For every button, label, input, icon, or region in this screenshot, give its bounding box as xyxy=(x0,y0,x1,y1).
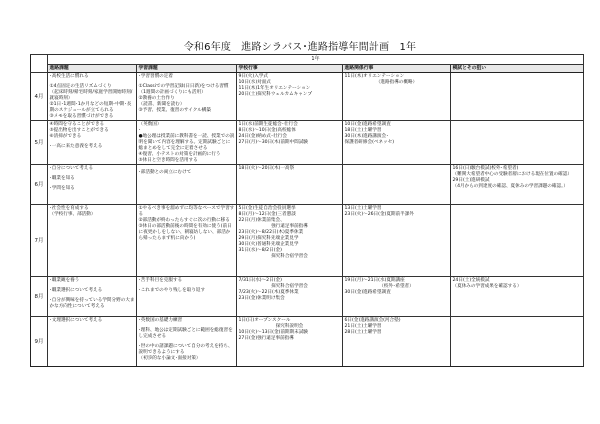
table-row xyxy=(31,165,584,205)
mock-exams-cell xyxy=(451,165,584,205)
cell-line: 22日(月)休業前集会、 xyxy=(238,217,285,223)
cell-line: 29日(土)進研模試 xyxy=(452,177,490,183)
cell-line: ･苦手科目を克服する xyxy=(138,277,183,283)
career-tasks-cell xyxy=(48,73,137,121)
study-tasks-cell xyxy=(137,277,237,317)
cell-line: 20日(土)探究科ウェルカムキャンプ xyxy=(238,91,313,97)
cell-line: ･世の中の諸課題について自分の考えを持ち、説明できるようにする xyxy=(138,343,233,355)
cell-line: 5日(金)生徒自治会役員選挙 xyxy=(238,205,296,211)
cell-line: ･これまでのやり残しを取り返す xyxy=(138,287,206,293)
cell-line: ･ xyxy=(138,127,141,133)
table-row xyxy=(31,205,584,277)
cell-line: （校外･希望者） xyxy=(379,283,414,289)
cell-line: ･自分について考える xyxy=(49,165,94,171)
month-label: 6月 xyxy=(31,165,48,205)
school-events-cell xyxy=(237,73,343,121)
month-label: 9月 xyxy=(31,317,48,367)
cell-line: 1日(日)オープンスクール xyxy=(238,317,291,323)
mock-exams-cell xyxy=(451,121,584,165)
month-label: 4月 xyxy=(31,73,48,121)
cell-line: ⑤提出物を出すことができる xyxy=(49,127,109,133)
cell-line: ･職業選択について考える xyxy=(49,287,103,293)
cell-line: 10日(金)進路希望調査 xyxy=(344,121,391,127)
cell-line: ②部活動が終わったらすぐに次の行動に移る xyxy=(138,217,230,223)
cell-line: 27日(金)強行遠足事前指導 xyxy=(238,335,294,341)
cell-line: 8日(水)～10日(金)高校総体 xyxy=(238,127,296,133)
cell-line: ③メモを取る習慣づけができる xyxy=(49,113,114,119)
cell-line: 1日(水)前期生徒総会･壮行会 xyxy=(238,121,298,127)
cell-line: （難関大希望者中心の受験者層における現在位置の確認） xyxy=(452,171,572,177)
cell-line: ●地公理は授業前に教科書を一読、授業での説明を聞いて内容を理解する。定期試験ごとに総まとめをして完全に定着させる xyxy=(138,133,235,151)
cell-line: ⑥清掃ができる xyxy=(49,133,82,139)
cell-line: ･職業観を養う xyxy=(49,277,80,283)
school-events-cell xyxy=(237,165,343,205)
school-events-cell xyxy=(237,121,343,165)
mock-exams-cell xyxy=(451,205,584,277)
cell-line: 探究科説明会 xyxy=(275,323,304,329)
cell-line: 28日(土)土曜学習 xyxy=(344,329,382,335)
table-body xyxy=(31,73,584,367)
cell-line: ･職業を知る xyxy=(49,175,75,181)
cell-line: 7/23(火)～22日(木)夏季休業 xyxy=(238,289,299,295)
cell-line: 29日(月)探究科先端企業見学 xyxy=(238,235,299,241)
cell-line: （初歩的な小論文･面接対策） xyxy=(138,355,201,361)
cell-line: ④時間を守ることができる xyxy=(49,121,105,127)
cell-line: 30日(木)進路講演会･ xyxy=(344,133,389,139)
career-tasks-cell xyxy=(48,277,137,317)
cell-line: ･英数国の基礎力練習 xyxy=(138,317,183,323)
cell-line: （学校行事、部活動） xyxy=(49,211,96,217)
cell-line: 11日(木)1年生オリエンテーション xyxy=(238,85,311,91)
cell-line: 27日(月)～30日(木)前期中間試験 xyxy=(238,139,308,145)
career-events-cell xyxy=(343,121,451,165)
cell-line: （1週間の計画づくりにも活用） xyxy=(138,89,206,95)
cell-line: 10日(水)対面式 xyxy=(238,79,271,85)
career-events-cell xyxy=(343,277,451,317)
cell-line: 30日(金)進路希望調査 xyxy=(344,289,391,295)
cell-line: （夏休みの学習成果を確認する） xyxy=(452,283,522,289)
corner-cell xyxy=(31,55,48,73)
cell-line: 11日(木)オリエンテーション xyxy=(344,73,405,79)
cell-line: 6日(金)進路講演会(河合塾) xyxy=(344,317,401,323)
cell-line: 10日(火)～13日(金)前期期末試験 xyxy=(238,329,308,335)
month-label: 7月 xyxy=(31,205,48,277)
cell-line: ･部活動との両立にむけて xyxy=(138,169,192,175)
career-events-cell xyxy=(343,205,451,277)
career-events-cell xyxy=(343,165,451,205)
cell-line: ⑤休日と空き時間を活用する xyxy=(138,157,198,163)
table-row xyxy=(31,317,584,367)
cell-line: ②教養の土台作り xyxy=(138,95,175,101)
study-tasks-cell xyxy=(137,205,237,277)
col-header-career-tasks: 進路課題 xyxy=(48,65,137,73)
cell-line: 24日(土)全統模試 xyxy=(452,277,490,283)
cell-line: （英数国） xyxy=(138,121,162,127)
study-tasks-cell xyxy=(137,165,237,205)
cell-line: 24日(金)納め式･壮行会 xyxy=(238,133,287,139)
career-events-cell xyxy=(343,317,451,367)
cell-line: ③予習、授業、復習のサイクル構築 xyxy=(138,107,211,113)
cell-line: 保護者研修会(ベネッセ) xyxy=(344,139,395,145)
career-tasks-cell xyxy=(48,317,137,367)
cell-line: ④復習、小テストの対策を計画的に行う xyxy=(138,151,221,157)
career-tasks-cell xyxy=(48,205,137,277)
col-header-mock-exams: 模試とその狙い xyxy=(451,65,584,73)
career-tasks-cell xyxy=(48,121,137,165)
cell-line: ･文理選択について考える xyxy=(49,317,103,323)
cell-line: 30日(火)普通科先端企業見学 xyxy=(238,241,299,247)
col-header-school-events: 学校行事 xyxy=(237,65,343,73)
cell-line: 7/31日(水)～2日(金) xyxy=(238,277,282,283)
cell-line: ･理科、地公は定期試験ごとに範囲を総復習をし完成させる xyxy=(138,327,233,339)
month-label: 5月 xyxy=(31,121,48,165)
cell-line: （読書、新聞を読む） xyxy=(138,101,185,107)
career-plan-table xyxy=(30,54,584,367)
table-row xyxy=(31,277,584,317)
cell-line: 19日(月)～21日(水)夏期講座 xyxy=(344,277,405,283)
cell-line: ①やるべき事を溜めずに均等なペースで学習する xyxy=(138,205,235,217)
school-events-cell xyxy=(237,277,343,317)
cell-line: ･学問を知る xyxy=(49,185,75,191)
cell-line: 21日(土)土曜学習 xyxy=(344,323,382,329)
study-tasks-cell xyxy=(137,121,237,165)
school-events-cell xyxy=(237,317,343,367)
school-events-cell xyxy=(237,205,343,277)
col-header-study-tasks: 学習課題 xyxy=(137,65,237,73)
mock-exams-cell xyxy=(451,73,584,121)
cell-line: 16日(日)駿台模試(校外･希望者) xyxy=(452,165,519,171)
cell-line: 23日(火)～26日(金)夏期前半課外 xyxy=(344,211,414,217)
cell-line: 9日(火)入学式 xyxy=(238,73,268,79)
cell-line: 23日(火)～8/22日(木)夏季休業 xyxy=(238,229,304,235)
study-tasks-cell xyxy=(137,317,237,367)
mock-exams-cell xyxy=(451,277,584,317)
table-row xyxy=(31,73,584,121)
cell-line: ･高校生活に慣れる xyxy=(49,73,89,79)
cell-line: ･学習習慣の定着 xyxy=(138,73,173,79)
cell-line: （進路指導の概略） xyxy=(375,79,418,85)
cell-line: 探究科合宿学習会 xyxy=(271,253,308,259)
study-tasks-cell xyxy=(137,73,237,121)
page-title: 令和6年度 進路シラバス･進路指導年間計画 1年 xyxy=(183,42,417,53)
cell-line: 強行遠足事前指導 xyxy=(271,223,308,229)
mock-exams-cell xyxy=(451,317,584,367)
cell-line: 探究科合宿学習会 xyxy=(271,283,308,289)
cell-line: （4月からの到達度の確認、夏休みの学習課題の確認。） xyxy=(452,183,568,189)
table-row xyxy=(31,121,584,165)
cell-line: 13日(土)土曜学習 xyxy=(344,205,382,211)
cell-line: 8日(月)～12日(金)三者懇談 xyxy=(238,211,296,217)
grade-header: 1年 xyxy=(48,55,584,65)
cell-line: ①Classiでの学習記録(日日新)をつける習慣 xyxy=(138,83,229,89)
career-events-cell xyxy=(343,73,451,121)
cell-line: ･自分が興味を持っている学問分野の大まかな方向性について考える xyxy=(49,297,135,309)
month-label: 8月 xyxy=(31,277,48,317)
cell-line: 23日(金)休業明け集会 xyxy=(238,295,285,301)
col-header-career-events: 進路関係行事 xyxy=(343,65,451,73)
cell-line: 31日(水)～8/2日(金) xyxy=(238,247,282,253)
cell-line: ･社会性を育成する xyxy=(49,205,89,211)
cell-line: 18日(土)土曜学習 xyxy=(344,127,382,133)
cell-line: ③休日の部活動前後の時間を有効に使う(前日に夜更かしをしない、朝寝坊しない、部活から帰ったらまず机に向かう) xyxy=(138,223,232,241)
cell-line: 18日(火)～20日(木)一高祭 xyxy=(238,165,295,171)
cell-line: （起床時刻/帰宅時刻/家庭学習開始時刻/就寝時刻） xyxy=(49,89,133,101)
career-tasks-cell xyxy=(48,165,137,205)
cell-line: ②1日･1週間･1か月などの短期･中期･長期のスケジュールが立てられる xyxy=(49,101,132,113)
cell-line: ･一高に来た意義を考える xyxy=(49,143,103,149)
cell-line: ①4点固定の生活リズムづくり xyxy=(49,83,112,89)
